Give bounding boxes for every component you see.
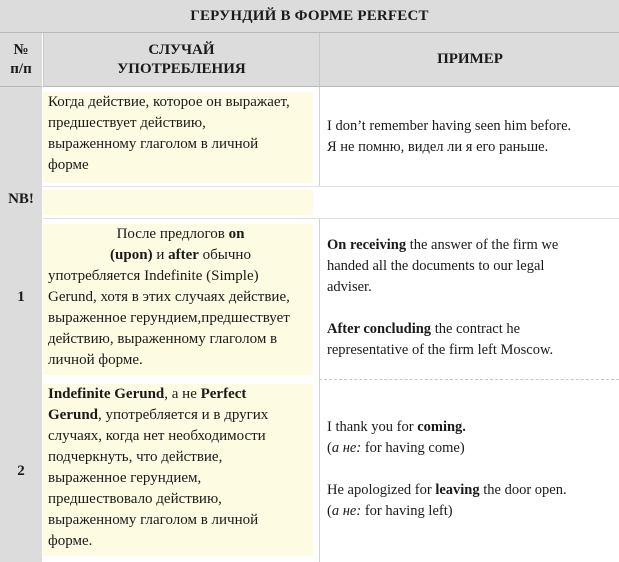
number-column — [0, 87, 42, 562]
row-divider — [43, 186, 619, 187]
example-text: the door open. — [479, 482, 567, 498]
spacer — [327, 298, 619, 319]
case-line: выраженному глаголом в личной — [48, 136, 259, 152]
case-line: выраженному глаголом в личной — [48, 512, 259, 528]
example-text: ( — [327, 440, 332, 456]
header-number-symbol: № — [13, 41, 29, 58]
header-case-line2: УПОТРЕБЛЕНИЯ — [117, 60, 246, 77]
example-text: He apologized for — [327, 482, 436, 498]
example-cell-row0 — [319, 87, 619, 186]
example-gerund: On receiving — [327, 237, 407, 253]
header-number — [0, 33, 42, 87]
case-text: , употребляется и в других — [98, 407, 269, 423]
case-line: форме. — [48, 533, 93, 549]
example-line: adviser. — [327, 279, 372, 295]
example-line — [327, 319, 619, 340]
example-line — [327, 438, 619, 459]
example-note: а не: — [331, 440, 362, 456]
header-example: ПРИМЕР — [319, 33, 619, 87]
example-gerund: After concluding — [327, 321, 432, 337]
case-line: Gerund, хотя в этих случаях действие, — [48, 289, 290, 305]
example-gerund: leaving — [435, 482, 480, 498]
example-cell-row2 — [319, 380, 619, 562]
case-line — [48, 405, 313, 426]
case-line: выраженное герундием,предшествует — [48, 310, 290, 326]
nb-label: NB! — [8, 191, 34, 207]
case-line: предшествовало действию, — [48, 491, 222, 507]
case-line: употребляется Indefinite (Simple) — [48, 268, 259, 284]
spacer — [327, 459, 619, 480]
case-line: Когда действие, которое он выражает, — [48, 94, 290, 110]
case-bold-term: Gerund — [48, 407, 99, 423]
case-bold-term: Perfect — [200, 386, 247, 402]
case-line: выраженное герундием, — [48, 470, 202, 486]
example-text: I thank you for — [327, 419, 418, 435]
case-line — [48, 245, 313, 266]
case-line — [48, 384, 313, 405]
case-text: После предлогов — [116, 226, 229, 242]
case-bold-term: on — [228, 226, 245, 242]
example-line: representative of the firm left Moscow. — [327, 342, 554, 358]
example-line: handed all the documents to our legal — [327, 258, 545, 274]
example-text: for having left) — [361, 503, 453, 519]
example-text: ( — [327, 503, 332, 519]
example-cell-row1 — [319, 219, 619, 379]
case-bold-term: Indefinite Gerund — [48, 386, 165, 402]
case-line: личной форме. — [48, 352, 143, 368]
example-text: the answer of the firm we — [406, 237, 559, 253]
case-line: случаях, когда нет необходимости — [48, 428, 266, 444]
example-gerund: coming. — [417, 419, 466, 435]
case-cell-row0 — [43, 92, 313, 183]
case-text: обычно — [198, 247, 251, 263]
case-cell-row2 — [43, 384, 313, 556]
example-line: Я не помню, видел ли я его раньше. — [327, 139, 549, 155]
row-number-2: 2 — [17, 463, 25, 479]
header-number-abbr: п/п — [10, 60, 32, 77]
case-cell-row1 — [43, 224, 313, 375]
header-case — [43, 33, 319, 87]
case-bold-term: (upon) — [110, 247, 153, 263]
case-line: форме — [48, 157, 89, 173]
example-line — [327, 235, 619, 256]
example-line — [327, 501, 619, 522]
table-title: ГЕРУНДИЙ В ФОРМЕ PERFECT — [0, 0, 619, 33]
case-cell-nb — [43, 190, 313, 215]
case-line — [48, 224, 313, 245]
example-line: I don’t remember having seen him before. — [327, 118, 572, 134]
example-text: the contract he — [431, 321, 521, 337]
header-case-line1: СЛУЧАЙ — [148, 41, 215, 58]
case-text: и — [152, 247, 169, 263]
case-text: , а не — [164, 386, 201, 402]
case-bold-term: after — [168, 247, 199, 263]
example-note: а не: — [331, 503, 362, 519]
example-text: for having come) — [361, 440, 465, 456]
case-line: предшествует действию, — [48, 115, 206, 131]
example-line — [327, 480, 619, 501]
row-number-1: 1 — [17, 289, 25, 305]
case-line: подчеркнуть, что действие, — [48, 449, 223, 465]
case-line: действию, выраженному глаголом в — [48, 331, 278, 347]
example-line — [327, 417, 619, 438]
